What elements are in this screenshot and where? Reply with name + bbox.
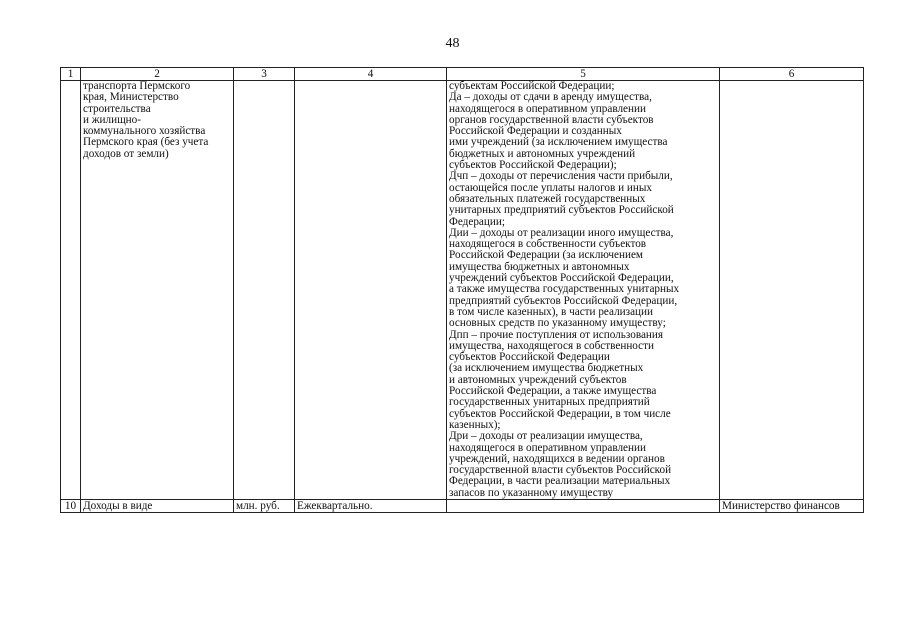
text-line: Федерации; bbox=[449, 215, 505, 228]
page-number: 48 bbox=[445, 36, 460, 51]
text-line: Российской Федерации (за исключением bbox=[449, 249, 643, 262]
header-cell: 2 bbox=[81, 68, 234, 81]
formula-description-cell bbox=[447, 499, 720, 512]
table-row bbox=[61, 499, 864, 512]
text-line: имущества бюджетных и автономных bbox=[449, 260, 630, 273]
text-line: унитарных предприятий субъектов Российской bbox=[449, 204, 674, 217]
text-line: Дри – доходы от реализации имущества, bbox=[449, 430, 643, 443]
header-row bbox=[61, 68, 864, 81]
text-line: предприятий субъектов Российской Федерации, bbox=[449, 294, 678, 307]
text-line: и жилищно- bbox=[83, 113, 141, 126]
text-line: Дии – доходы от реализации иного имущества, bbox=[449, 226, 674, 239]
text-line: Дчп – доходы от перечисления части прибыли, bbox=[449, 170, 673, 183]
text-line: субъектов Российской Федерации bbox=[449, 351, 610, 364]
text-line: а также имущества государственных унитарных bbox=[449, 283, 680, 296]
data-table bbox=[60, 67, 864, 513]
text-line: учреждений субъектов Российской Федерации, bbox=[449, 272, 674, 285]
text-line: Российской Федерации и созданных bbox=[449, 125, 622, 138]
text-line: органов государственной власти субъектов bbox=[449, 113, 654, 126]
unit-cell: млн. руб. bbox=[234, 499, 295, 512]
text-line: доходов от земли) bbox=[83, 147, 169, 160]
text-line: ими учреждений (за исключением имущества bbox=[449, 136, 668, 149]
text-line: находящегося в оперативном управлении bbox=[449, 441, 646, 454]
text-line: запасов по указанному имуществу bbox=[449, 486, 614, 499]
text-line: Федерации, в части реализации материальных bbox=[449, 475, 671, 488]
header-cell: 5 bbox=[447, 68, 720, 81]
text-line: обязательных платежей государственных bbox=[449, 192, 646, 205]
text-line: имущества, находящегося в собственности bbox=[449, 339, 655, 352]
indicator-name-cell bbox=[81, 81, 234, 500]
text-line: Да – доходы от сдачи в аренду имущества, bbox=[449, 91, 652, 104]
text-line: остающейся после уплаты налогов и иных bbox=[449, 181, 652, 194]
text-line: находящегося в собственности субъектов bbox=[449, 238, 647, 251]
text-line: бюджетных и автономных учреждений bbox=[449, 147, 636, 160]
text-line: транспорта Пермского bbox=[83, 80, 191, 92]
periodicity-cell bbox=[295, 81, 447, 500]
unit-cell bbox=[234, 81, 295, 500]
text-line: субъектам Российской Федерации; bbox=[449, 80, 615, 92]
responsible-cell: Министерство финансов bbox=[720, 499, 864, 512]
text-line: Дпп – прочие поступления от использования bbox=[449, 328, 664, 341]
text-line: коммунального хозяйства bbox=[83, 125, 206, 138]
text-line: края, Министерство bbox=[83, 91, 179, 104]
text-line: субъектов Российской Федерации, в том числе bbox=[449, 407, 671, 420]
text-line: Пермского края (без учета bbox=[83, 136, 209, 149]
header-cell: 4 bbox=[295, 68, 447, 81]
header-cell: 3 bbox=[234, 68, 295, 81]
table-row bbox=[61, 81, 864, 500]
text-line: государственной власти субъектов Российской bbox=[449, 464, 672, 477]
header-cell: 6 bbox=[720, 68, 864, 81]
text-line: учреждений, находящихся в ведении органов bbox=[449, 452, 665, 465]
row-number-cell bbox=[61, 81, 81, 500]
responsible-cell bbox=[720, 81, 864, 500]
text-line: и автономных учреждений субъектов bbox=[449, 373, 627, 386]
indicator-name-cell: Доходы в виде bbox=[81, 499, 234, 512]
text-line: казенных); bbox=[449, 418, 501, 431]
periodicity-cell: Ежеквартально. bbox=[295, 499, 447, 512]
row-number-cell: 10 bbox=[61, 499, 81, 512]
text-line: государственных унитарных предприятий bbox=[449, 396, 650, 409]
text-line: субъектов Российской Федерации); bbox=[449, 159, 617, 172]
text-line: (за исключением имущества бюджетных bbox=[449, 362, 644, 375]
text-line: строительства bbox=[83, 102, 151, 115]
header-cell: 1 bbox=[61, 68, 81, 81]
text-line: в том числе казенных), в части реализации bbox=[449, 305, 654, 318]
text-line: Российской Федерации, а также имущества bbox=[449, 385, 657, 398]
formula-description-cell bbox=[447, 81, 720, 500]
text-line: основных средств по указанному имуществу; bbox=[449, 317, 666, 330]
text-line: находящегося в оперативном управлении bbox=[449, 102, 646, 115]
